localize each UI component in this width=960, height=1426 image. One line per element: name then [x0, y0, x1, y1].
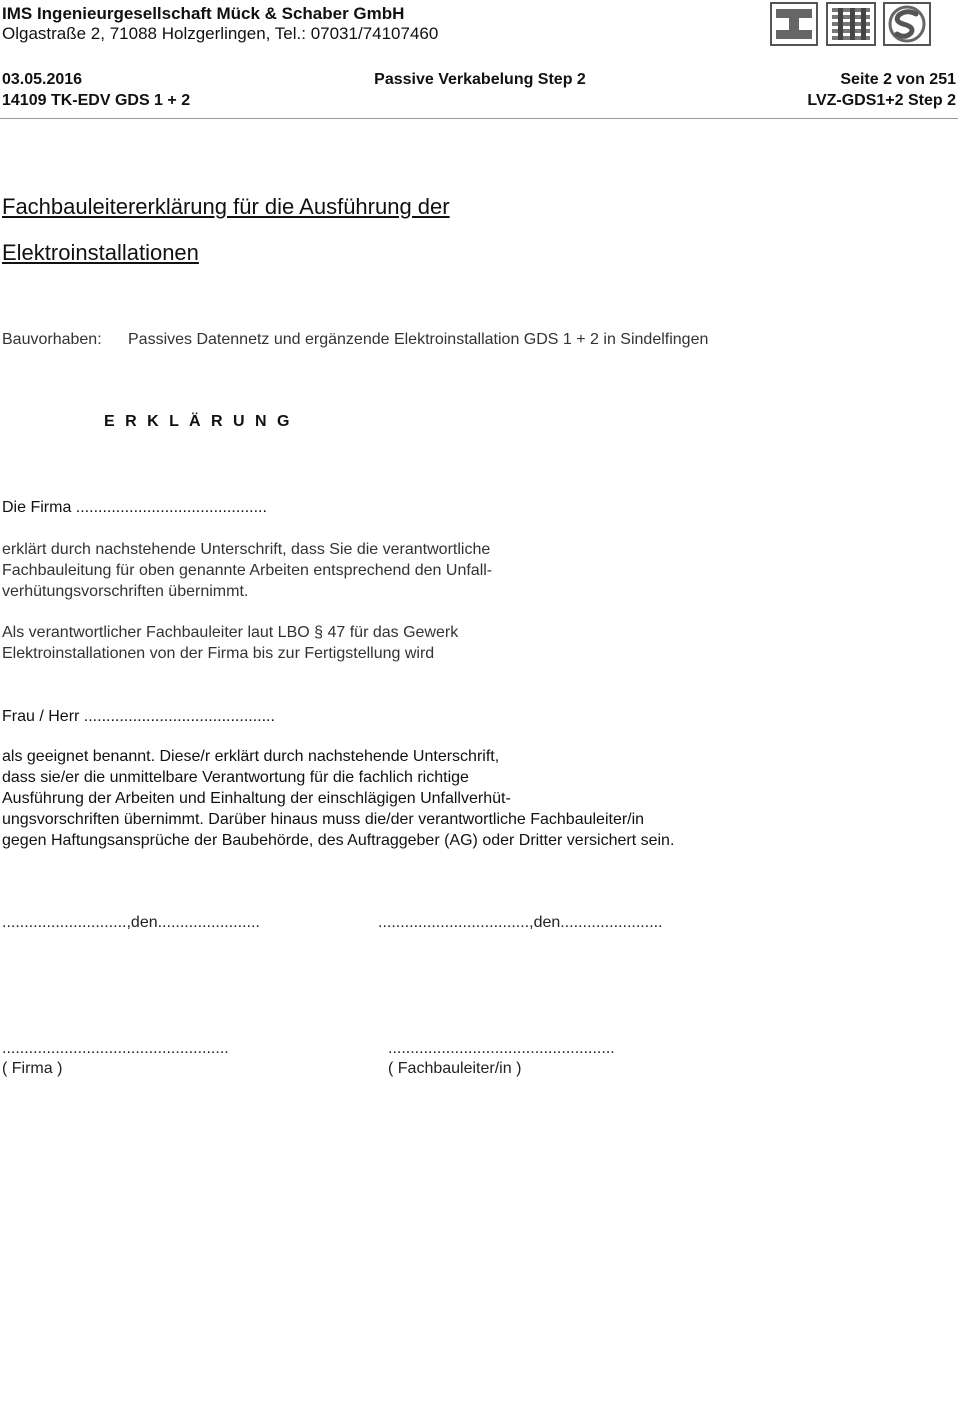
header-page-number: Seite 2 von 251	[840, 71, 956, 88]
paragraph-responsibility	[2, 539, 492, 602]
company-logos	[770, 2, 932, 46]
paragraph-appointment	[2, 622, 458, 664]
document-title-line-2: Elektroinstallationen	[2, 240, 199, 265]
header-doc-title: Passive Verkabelung Step 2	[374, 71, 586, 88]
project-line	[2, 329, 708, 350]
signature-caption-site-manager: ( Fachbauleiter/in )	[388, 1060, 522, 1077]
text-line: Als verantwortlicher Fachbauleiter laut LBO § 47 für das Gewerk	[2, 624, 459, 641]
text-line: gegen Haftungsansprüche der Baubehörde, des Auftraggeber (AG) oder Dritter versichert sein.	[2, 832, 675, 849]
company-address: Olgastraße 2, 71088 Holzgerlingen, Tel.: 07031/74107460	[2, 24, 439, 43]
signature-caption-company: ( Firma )	[2, 1060, 63, 1077]
place-date-right: ..................................,den.......................	[378, 914, 663, 931]
declaration-heading: E R K L Ä R U N G	[104, 413, 293, 430]
company-blank-line: Die Firma ...........................................	[2, 499, 267, 516]
text-line: Fachbauleitung für oben genannte Arbeiten entsprechend den Unfall-	[2, 562, 493, 579]
header-date: 03.05.2016	[2, 71, 83, 88]
text-line: Elektroinstallationen von der Firma bis zur Fertigstellung wird	[2, 645, 435, 662]
document-title-line-1: Fachbauleitererklärung für die Ausführung der	[2, 194, 450, 219]
text-line: erklärt durch nachstehende Unterschrift, dass Sie die verantwortliche	[2, 541, 491, 558]
paragraph-declaration	[2, 746, 674, 851]
header-doc-ref: 14109 TK-EDV GDS 1 + 2	[2, 92, 191, 109]
header-doc-code: LVZ-GDS1+2 Step 2	[807, 92, 956, 109]
signature-line-left: ...................................................	[2, 1040, 229, 1057]
company-name: IMS Ingenieurgesellschaft Mück & Schaber GmbH	[2, 4, 405, 23]
logo-i-mark	[771, 3, 817, 45]
place-date-left: ............................,den.......................	[2, 914, 260, 931]
text-line: als geeignet benannt. Diese/r erklärt durch nachstehende Unterschrift,	[2, 748, 500, 765]
header-divider	[0, 118, 958, 119]
signature-line-right: ...................................................	[388, 1040, 615, 1057]
text-line: ungsvorschriften übernimmt. Darüber hinaus muss die/der verantwortliche Fachbauleiter/in	[2, 811, 645, 828]
text-line: dass sie/er die unmittelbare Verantwortung für die fachlich richtige	[2, 769, 469, 786]
project-value: Passives Datennetz und ergänzende Elektroinstallation GDS 1 + 2 in Sindelfingen	[128, 331, 709, 348]
logo-s-mark	[884, 3, 930, 45]
person-blank-line: Frau / Herr ...........................................	[2, 708, 275, 725]
text-line: verhütungsvorschriften übernimmt.	[2, 583, 249, 600]
project-label: Bauvorhaben:	[2, 331, 102, 348]
text-line: Ausführung der Arbeiten und Einhaltung der einschlägigen Unfallverhüt-	[2, 790, 511, 807]
logo-ims-mark	[827, 3, 875, 45]
